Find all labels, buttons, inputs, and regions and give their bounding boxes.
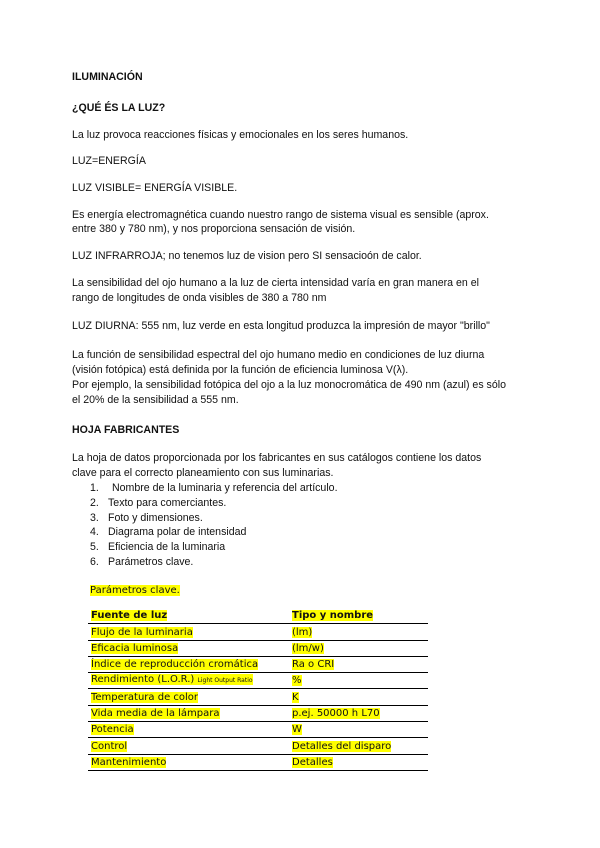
list-item: 5. Eficiencia de la luminaria: [90, 541, 226, 554]
table-header-row: [88, 608, 428, 624]
row-value: Detalles: [292, 756, 333, 768]
table-row: [88, 624, 428, 640]
table-row: [88, 722, 428, 738]
paragraph-funcion-sensibilidad-line: La función de sensibilidad espectral del ojo humano medio en condiciones de luz diurna: [72, 349, 485, 361]
paragraph-funcion-sensibilidad-line: Por ejemplo, la sensibilidad fotópica del ojo a la luz monocromática de 490 nm (azul) es sólo: [72, 379, 506, 391]
column-header: Fuente de luz: [91, 610, 168, 622]
table-row: [88, 673, 428, 689]
table-row: [88, 640, 428, 656]
paragraph-sensibilidad-line: rango de longitudes de onda visibles de 380 a 780 nm: [72, 292, 327, 304]
paragraph-luz-visible: LUZ VISIBLE= ENERGÍA VISIBLE.: [72, 182, 238, 194]
row-value: %: [292, 675, 302, 687]
row-value: Detalles del disparo: [292, 740, 392, 752]
table-row: [88, 656, 428, 672]
manufacturer-data-list: [90, 481, 338, 570]
heading-que-es-la-luz: ¿QUÉ ÉS LA LUZ?: [72, 102, 166, 114]
row-label: Control: [91, 740, 128, 752]
row-label: Índice de reproducción cromática: [91, 659, 259, 671]
row-label: Potencia: [91, 724, 134, 736]
paragraph-luz-diurna: LUZ DIURNA: 555 nm, luz verde en esta longitud produzca la impresión de mayor "brillo": [72, 320, 490, 332]
paragraph-funcion-sensibilidad-line: el 20% de la sensibilidad a 555 nm.: [72, 394, 239, 406]
row-label: Temperatura de color: [91, 691, 199, 703]
row-value: W: [292, 724, 302, 736]
row-value: p.ej. 50000 h L70: [292, 708, 380, 720]
row-value: Ra o CRI: [292, 659, 335, 671]
row-label: Rendimiento (L.O.R.): [91, 674, 195, 686]
column-header: Tipo y nombre: [292, 610, 374, 622]
list-item: 6. Parámetros clave.: [90, 555, 194, 568]
row-label: Mantenimiento: [91, 756, 167, 768]
parameters-title: Parámetros clave.: [90, 585, 180, 596]
heading-hoja-fabricantes: HOJA FABRICANTES: [72, 424, 180, 436]
row-label-note: Light Output Ratio: [197, 677, 253, 685]
paragraph-infrarroja: LUZ INFRARROJA; no tenemos luz de vision pero SI sensacioón de calor.: [72, 250, 422, 262]
paragraph-funcion-sensibilidad-line: (visión fotópica) está definida por la función de eficiencia luminosa V(λ).: [72, 364, 409, 376]
paragraph-luz-energia: LUZ=ENERGÍA: [72, 155, 146, 167]
list-item: 3. Foto y dimensiones.: [90, 511, 203, 524]
paragraph-reacciones: La luz provoca reacciones físicas y emocionales en los seres humanos.: [72, 129, 409, 141]
paragraph-energia-electromagnetica-line: entre 380 y 780 nm), y nos proporciona sensación de visión.: [72, 223, 356, 235]
row-label: Eficacia luminosa: [91, 642, 179, 654]
table-row: [88, 754, 428, 770]
list-item: 1. Nombre de la luminaria y referencia del artículo.: [90, 482, 338, 494]
list-item: 2. Texto para comerciantes.: [90, 496, 227, 509]
row-label: Flujo de la luminaria: [91, 626, 193, 638]
row-value: (lm): [292, 626, 313, 638]
paragraph-hoja-datos-line: La hoja de datos proporcionada por los fabricantes en sus catálogos contiene los datos: [72, 452, 482, 464]
table-row: [88, 738, 428, 754]
row-value: K: [292, 691, 299, 703]
row-value: (lm/w): [292, 642, 324, 654]
table-row: [88, 689, 428, 705]
paragraph-sensibilidad-line: La sensibilidad del ojo humano a la luz de cierta intensidad varía en gran manera en el: [72, 277, 479, 289]
table-row: [88, 705, 428, 721]
row-label: Vida media de la lámpara: [91, 708, 220, 720]
list-item: 4. Diagrama polar de intensidad: [90, 526, 247, 539]
paragraph-energia-electromagnetica-line: Es energía electromagnética cuando nuestro rango de sistema visual es sensible (aprox.: [72, 209, 489, 221]
paragraph-hoja-datos-line: clave para el correcto planeamiento con sus luminarias.: [72, 467, 334, 479]
key-parameters-table: [88, 608, 428, 771]
page-title: ILUMINACIÓN: [72, 71, 143, 83]
